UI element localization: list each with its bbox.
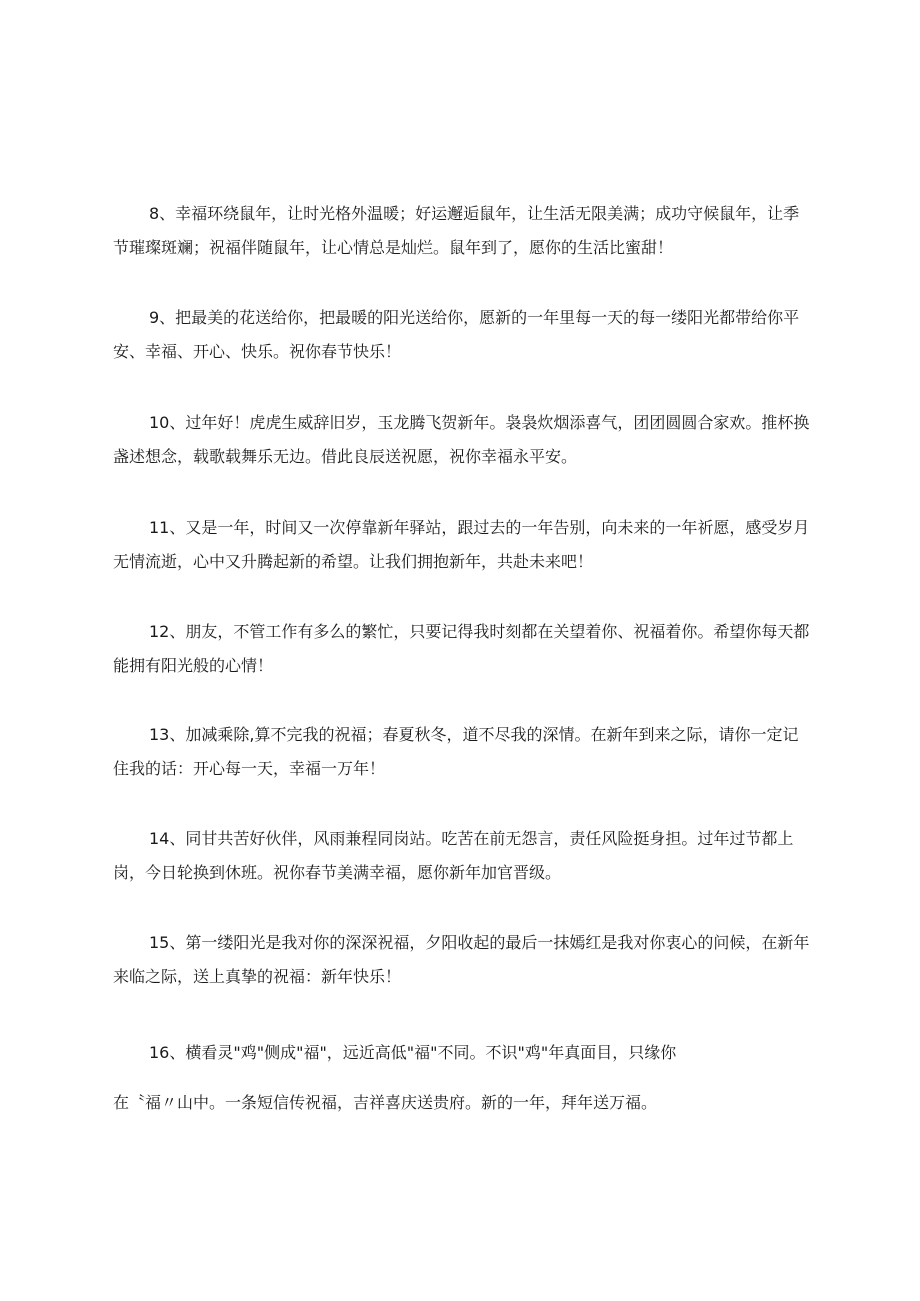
paragraph-15: 15、第一缕阳光是我对你的深深祝福，夕阳收起的最后一抹嫣红是我对你衷心的问候，在新年来临之际，送上真挚的祝福：新年快乐！ xyxy=(113,933,810,986)
paragraph-16-line-1: 16、横看灵"鸡"侧成"福"，远近高低"福"不同。不识"鸡"年真面目，只缘你 xyxy=(149,1043,677,1062)
paragraph-16-line-2: 在〝福〃山中。一条短信传祝福，吉祥喜庆送贵府。新的一年，拜年送万福。 xyxy=(113,1093,658,1112)
paragraph-10: 10、过年好！虎虎生威辞旧岁，玉龙腾飞贺新年。袅袅炊烟添喜气，团团圆圆合家欢。推杯换盏述想念，载歌载舞乐无边。借此良辰送祝愿，祝你幸福永平安。 xyxy=(113,413,810,466)
paragraph-13: 13、加减乘除,算不完我的祝福；春夏秋冬，道不尽我的深情。在新年到来之际，请你一定记住我的话：开心每一天，幸福一万年！ xyxy=(113,725,799,778)
paragraph-8: 8、幸福环绕鼠年，让时光格外温暖；好运邂逅鼠年，让生活无限美满；成功守候鼠年，让季节璀璨斑斓；祝福伴随鼠年，让心情总是灿烂。鼠年到了，愿你的生活比蜜甜！ xyxy=(113,204,800,257)
paragraph-14: 14、同甘共苦好伙伴，风雨兼程同岗站。吃苦在前无怨言，责任风险挺身担。过年过节都上岗，今日轮换到休班。祝你春节美满幸福，愿你新年加官晋级。 xyxy=(113,829,794,882)
paragraph-12: 12、朋友，不管工作有多么的繁忙，只要记得我时刻都在关望着你、祝福着你。希望你每天都能拥有阳光般的心情！ xyxy=(113,622,810,675)
paragraph-11: 11、又是一年，时间又一次停靠新年驿站，跟过去的一年告别，向未来的一年祈愿，感受岁月无情流逝，心中又升腾起新的希望。让我们拥抱新年，共赴未来吧！ xyxy=(113,518,810,571)
paragraph-9: 9、把最美的花送给你，把最暖的阳光送给你，愿新的一年里每一天的每一缕阳光都带给你平安、幸福、开心、快乐。祝你春节快乐！ xyxy=(113,308,800,361)
